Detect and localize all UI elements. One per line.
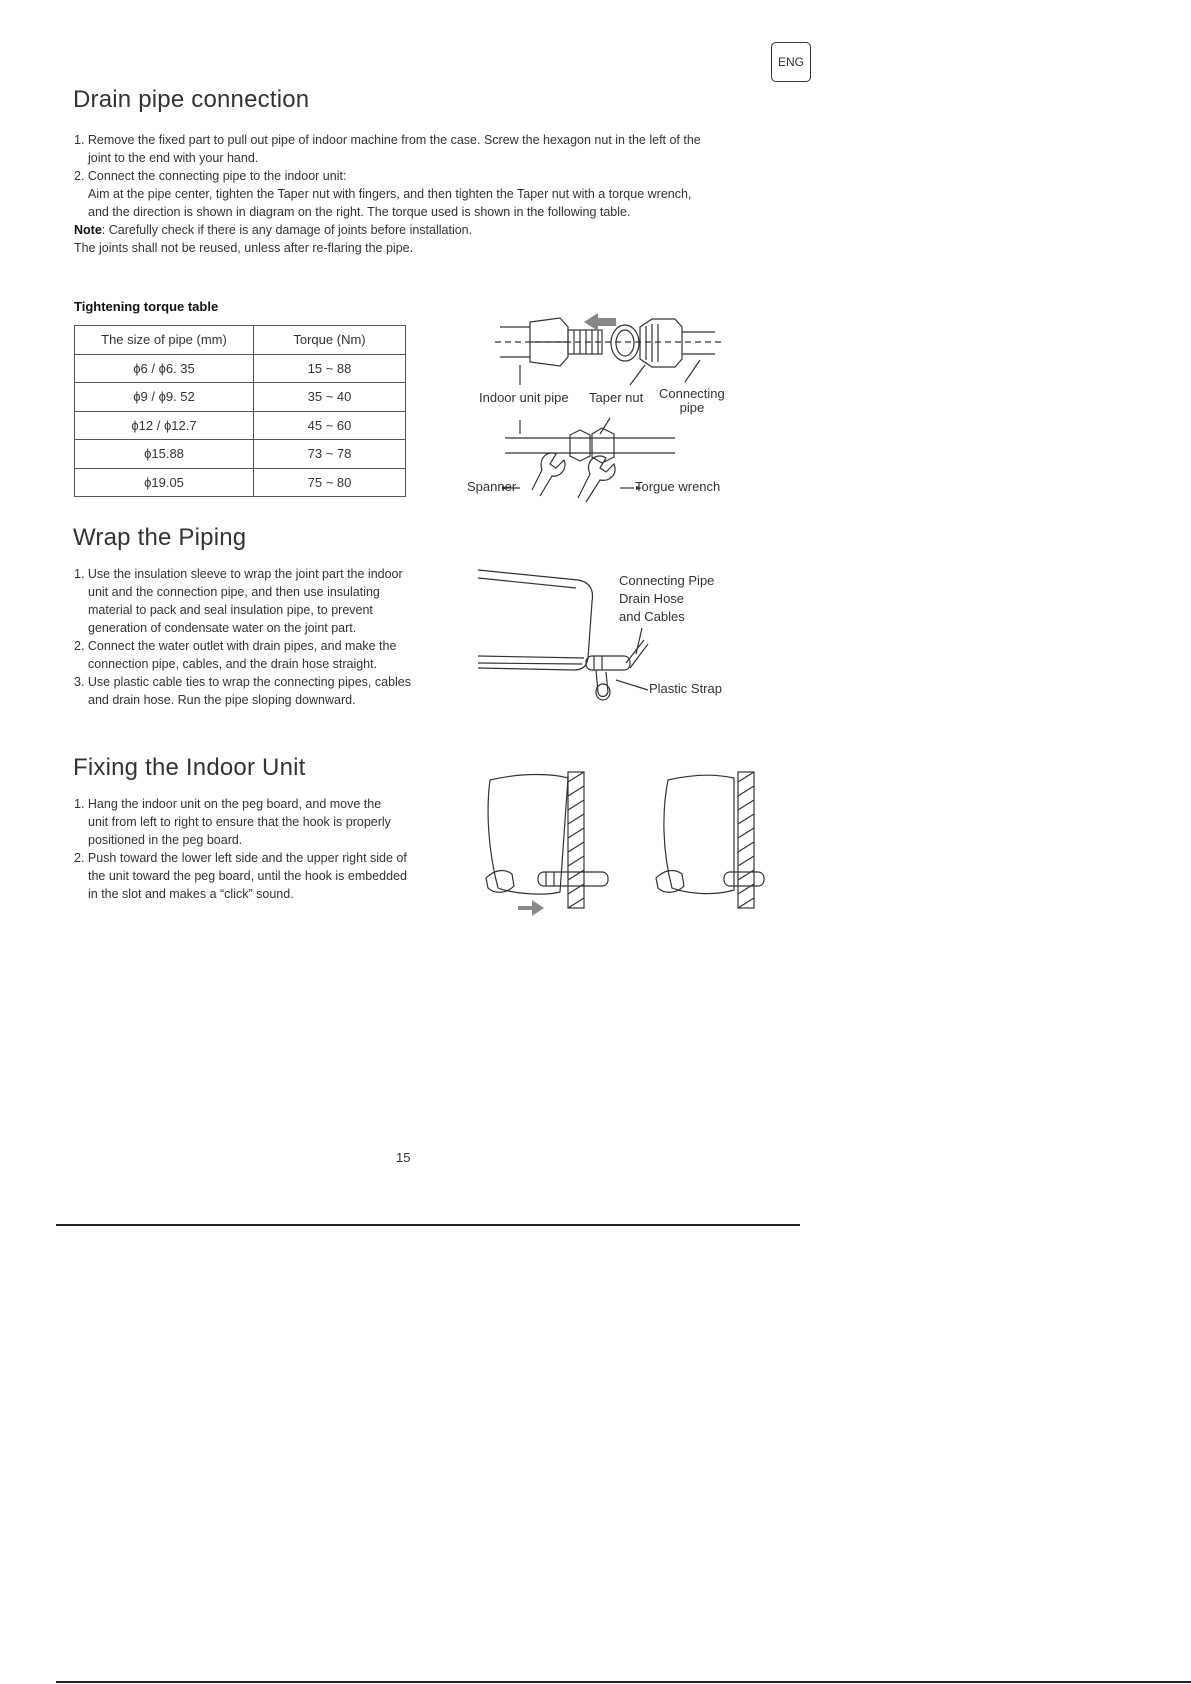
pipe-size-cell: ϕ19.05	[75, 468, 254, 497]
column-header: Torque (Nm)	[254, 326, 406, 355]
language-badge: ENG	[771, 42, 811, 82]
fixing-line: positioned in the peg board.	[88, 833, 243, 847]
torque-cell: 45 ~ 60	[254, 411, 406, 440]
drain-line: Aim at the pipe center, tighten the Taper nut with fingers, and then tighten the Taper nut with a torque wrench,	[88, 187, 692, 201]
page-number: 15	[396, 1150, 411, 1165]
drain-line: 2. Connect the connecting pipe to the indoor unit:	[74, 169, 347, 183]
table-row	[75, 383, 406, 412]
drain-hose-label: Drain Hose	[619, 591, 685, 606]
wrap-line: material to pack and seal insulation pipe, to prevent	[88, 603, 373, 617]
wrap-instructions	[74, 565, 454, 709]
spanner-label: Spanner	[467, 479, 517, 494]
drain-instructions	[74, 131, 774, 257]
torque-cell: 35 ~ 40	[254, 383, 406, 412]
drain-line: joint to the end with your hand.	[88, 151, 259, 165]
divider-line	[56, 1224, 800, 1226]
wrap-diagram-labels	[619, 572, 714, 626]
wrap-line: 2. Connect the water outlet with drain pipes, and make the	[74, 639, 397, 653]
wrap-line: unit and the connection pipe, and then use insulating	[88, 585, 380, 599]
fixing-line: 2. Push toward the lower left side and the upper right side of	[74, 851, 407, 865]
torque-table	[74, 325, 406, 497]
taper-nut-label: Taper nut	[589, 390, 644, 405]
drain-line: and the direction is shown in diagram on the right. The torque used is shown in the following table.	[88, 205, 631, 219]
fixing-line: in the slot and makes a “click” sound.	[88, 887, 294, 901]
fixing-line: 1. Hang the indoor unit on the peg board, and move the	[74, 797, 382, 811]
fixing-instructions	[74, 795, 459, 903]
column-header: The size of pipe (mm)	[75, 326, 254, 355]
torque-cell: 73 ~ 78	[254, 440, 406, 469]
wrap-line: 3. Use plastic cable ties to wrap the connecting pipes, cables	[74, 675, 411, 689]
plastic-strap-label: Plastic Strap	[649, 681, 722, 696]
torque-cell: 15 ~ 88	[254, 354, 406, 383]
pipe-size-cell: ϕ12 / ϕ12.7	[75, 411, 254, 440]
torque-table-title: Tightening torque table	[74, 299, 219, 314]
table-row	[75, 440, 406, 469]
cables-label: and Cables	[619, 609, 685, 624]
fixing-section-title: Fixing the Indoor Unit	[73, 754, 306, 781]
table-row	[75, 468, 406, 497]
fixing-unit-diagram-right	[654, 770, 764, 920]
connecting-pipe-label: Connecting Pipe	[619, 573, 715, 588]
wrap-line: 1. Use the insulation sleeve to wrap the joint part the indoor	[74, 567, 403, 581]
table-row	[75, 354, 406, 383]
wrap-line: and drain hose. Run the pipe sloping downward.	[88, 693, 356, 707]
note-line-2: The joints shall not be reused, unless after re-flaring the pipe.	[74, 241, 414, 255]
note-line	[74, 221, 774, 239]
drain-section-title: Drain pipe connection	[73, 86, 310, 113]
fixing-line: unit from left to right to ensure that the hook is properly	[88, 815, 391, 829]
note-label: Note	[74, 223, 102, 237]
indoor-unit-pipe-label: Indoor unit pipe	[479, 390, 569, 405]
bottom-divider-line	[56, 1681, 1191, 1683]
drain-line: 1. Remove the fixed part to pull out pipe of indoor machine from the case. Screw the hexagon nut in the left of the	[74, 133, 701, 147]
connecting-pipe-label	[659, 387, 725, 415]
connecting-pipe-label-line2: pipe	[679, 400, 705, 415]
torque-cell: 75 ~ 80	[254, 468, 406, 497]
wrap-section-title: Wrap the Piping	[73, 524, 247, 551]
table-header-row	[75, 326, 406, 355]
fixing-line: the unit toward the peg board, until the hook is embedded	[88, 869, 407, 883]
pipe-size-cell: ϕ15.88	[75, 440, 254, 469]
pipe-size-cell: ϕ6 / ϕ6. 35	[75, 354, 254, 383]
connecting-pipe-label-line1: Connecting	[659, 386, 725, 401]
wrap-line: generation of condensate water on the joint part.	[88, 621, 357, 635]
table-row	[75, 411, 406, 440]
note-text: : Carefully check if there is any damage of joints before installation.	[101, 223, 473, 237]
pipe-size-cell: ϕ9 / ϕ9. 52	[75, 383, 254, 412]
wrap-line: connection pipe, cables, and the drain hose straight.	[88, 657, 378, 671]
torque-wrench-label: Torgue wrench	[635, 479, 721, 494]
